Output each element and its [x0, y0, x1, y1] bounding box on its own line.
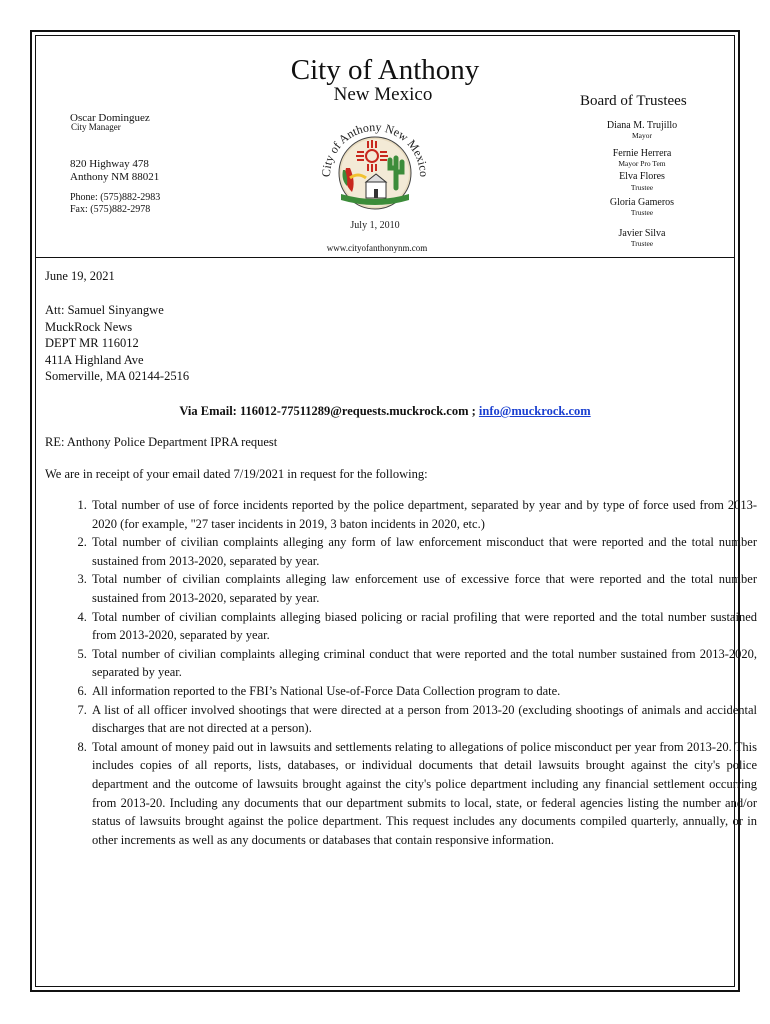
recipient-line: DEPT MR 116012 — [45, 336, 139, 350]
manager-name: Oscar Dominguez — [70, 112, 150, 124]
address-line-1: 820 Highway 478 — [70, 158, 149, 170]
state-subtitle: New Mexico — [333, 84, 433, 105]
list-item: 8. Total amount of money paid out in lawsuits and settlements relating to allegations of police misconduct per year from 2013-20. This includes copies of all reports, lists, databases, or individual documents that detail lawsuits brought against the city's police department and the outcome of lawsuits brought against the city's police department including any financial settlement occurring from 2013-20. Including any documents that our department submits to local, state, or federal agencies listing the number and/or status of lawsuits brought against the police department. This request includes any documents compiled quarterly, annually, or in other increments as well as any documents or databases that contain responsive information. — [90, 738, 757, 850]
list-item: 4. Total number of civilian complaints alleging biased policing or racial profiling that were reported and the total number sustained from 2013-2020, separated by year. — [90, 608, 757, 645]
request-list — [58, 496, 757, 849]
trustee-role: Trustee — [630, 208, 654, 217]
seal-ring-text: City of Anthony New Mexico — [318, 119, 432, 178]
list-item: 3. Total number of civilian complaints alleging law enforcement use of excessive force that were reported and the total number sustained from 2013-2020, separated by year. — [90, 570, 757, 607]
list-item: 5. Total number of civilian complaints alleging criminal conduct that were reported and the total number sustained from 2013-2020, separated by year. — [90, 645, 757, 682]
list-item: 1. Total number of use of force incidents reported by the police department, separated by year and by type of force used from 2013-2020 (for example, "27 taser incidents in 2019, 3 baton incidents in 2020, etc.) — [90, 496, 757, 533]
trustee-role: Trustee — [630, 239, 654, 248]
board-title: Board of Trustees — [580, 93, 687, 109]
fax-number: Fax: (575)882-2978 — [70, 204, 151, 215]
phone-number: Phone: (575)882-2983 — [70, 192, 161, 203]
trustee-name: Fernie Herrera — [612, 148, 672, 159]
header-divider — [35, 257, 735, 258]
trustee-role: Mayor Pro Tem — [618, 159, 666, 168]
city-seal — [310, 108, 440, 238]
letter-date: June 19, 2021 — [45, 269, 115, 283]
recipient-line: 411A Highland Ave — [45, 353, 144, 367]
info-email-link[interactable]: info@muckrock.com — [478, 404, 591, 418]
trustee-role: Mayor — [632, 131, 652, 140]
website-url: www.cityofanthonynm.com — [326, 243, 428, 253]
seal-date-text: July 1, 2010 — [350, 220, 400, 231]
recipient-line: Att: Samuel Sinyangwe — [45, 303, 164, 317]
intro-paragraph: We are in receipt of your email dated 7/19/2021 in request for the following: — [45, 467, 428, 481]
recipient-line: Somerville, MA 02144-2516 — [45, 369, 190, 383]
address-line-2: Anthony NM 88021 — [70, 171, 160, 183]
trustee-name: Elva Flores — [619, 171, 665, 182]
trustee-role: Trustee — [630, 183, 654, 192]
trustee-name: Diana M. Trujillo — [606, 120, 678, 131]
list-item: 7. A list of all officer involved shootings that were directed at a person from 2013-20 (excluding shootings of animals and accidental discharges that are not directed at a person). — [90, 701, 757, 738]
trustee-name: Javier Silva — [618, 228, 666, 239]
via-email-text: Via Email: 116012-77511289@requests.muckrock.com ; — [179, 404, 479, 418]
trustee-name: Gloria Gameros — [609, 197, 675, 208]
via-email-line — [0, 404, 770, 419]
re-line: RE: Anthony Police Department IPRA request — [45, 435, 278, 449]
list-item: 2. Total number of civilian complaints alleging any form of law enforcement misconduct that were reported and the total number sustained from 2013-2020, separated by year. — [90, 533, 757, 570]
city-title: City of Anthony — [290, 54, 480, 86]
list-item: 6. All information reported to the FBI’s National Use-of-Force Data Collection program to date. — [90, 682, 757, 701]
manager-title: City Manager — [71, 122, 121, 132]
recipient-line: MuckRock News — [45, 320, 133, 334]
